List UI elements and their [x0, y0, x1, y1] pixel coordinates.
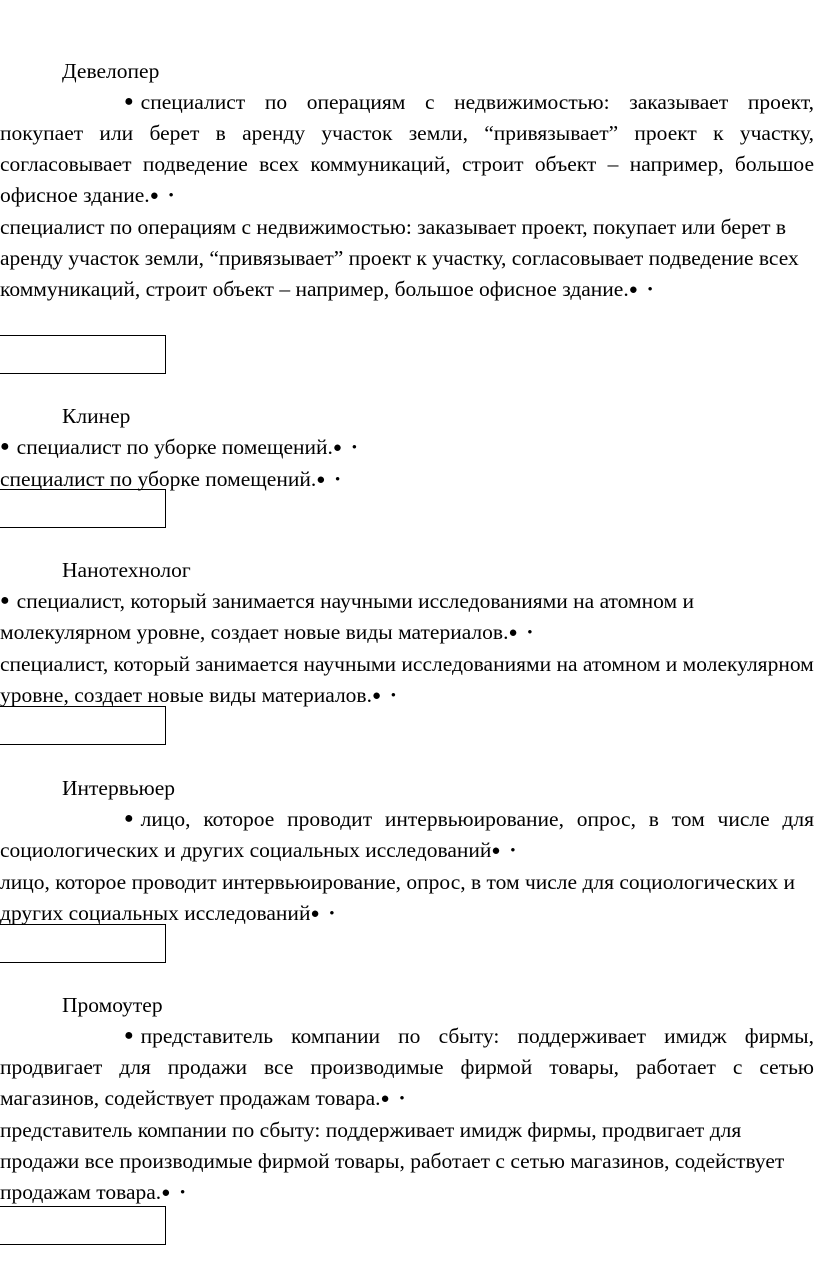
- trailing-marks: ● •: [628, 282, 656, 298]
- definition-bulleted: [0, 87, 816, 212]
- entry-nanotechnologist: [0, 555, 816, 712]
- definition-text: специалист, который занимается научными исследованиями на атомном и молекулярном уровне, создает новые виды материалов.: [0, 652, 814, 707]
- bullet-icon: ●: [0, 592, 10, 609]
- definition-plain: [0, 649, 816, 712]
- entry-interviewer: [0, 773, 816, 930]
- definition-text: лицо, которое проводит интервьюирование, опрос, в том числе для социологических и других социальных исследований: [0, 870, 795, 925]
- entry-cleaner: [0, 401, 816, 496]
- term-title: Интервьюер: [62, 776, 176, 800]
- term-title: Нанотехнолог: [62, 558, 191, 582]
- definition-text: специалист, который занимается научными исследованиями на атомном и молекулярном уровне, создает новые виды материалов.: [0, 589, 694, 644]
- entry-developer: [0, 56, 816, 306]
- definition-bulleted: [0, 1021, 816, 1115]
- definition-plain: [0, 867, 816, 930]
- term-title: Промоутер: [62, 993, 163, 1017]
- answer-field-interviewer[interactable]: [0, 924, 166, 963]
- definition-plain: [0, 1115, 816, 1209]
- trailing-marks: ● •: [316, 472, 344, 488]
- definition-plain: [0, 212, 816, 306]
- definition-text: лицо, которое проводит интервьюирование, опрос, в том числе для социологических и других социальных исследований: [0, 807, 814, 862]
- trailing-marks: ● •: [149, 188, 177, 204]
- definition-text: специалист по операциям с недвижимостью: заказывает проект, покупает или берет в аренду участок земли, “привязывает” проект к участку, согласовывает подведение всех коммуникаций, строит объект – например, большое офисное здание.: [0, 215, 799, 301]
- definition-bulleted: [0, 804, 816, 867]
- bullet-icon: ●: [0, 438, 10, 455]
- bullet-icon: ●: [124, 93, 134, 110]
- term-title: Девелопер: [62, 59, 160, 83]
- definition-text: специалист по операциям с недвижимостью: заказывает проект, покупает или берет в аренду участок земли, “привязывает” проект к участку, согласовывает подведение всех коммуникаций, строит объект – например, большое офисное здание.: [0, 90, 814, 207]
- trailing-marks: ● •: [371, 688, 400, 704]
- answer-field-nanotechnologist[interactable]: [0, 706, 166, 745]
- bullet-icon: ●: [124, 1027, 134, 1044]
- trailing-marks: ● •: [310, 906, 338, 922]
- trailing-marks: ● •: [508, 625, 536, 641]
- answer-field-cleaner[interactable]: [0, 489, 166, 528]
- definition-bulleted: [0, 432, 816, 464]
- definition-text: специалист по уборке помещений.: [16, 435, 333, 459]
- definition-text: представитель компании по сбыту: поддерживает имидж фирмы, продвигает для продажи все производимые фирмой товары, работает с сетью магазинов, содействует продажам товара.: [0, 1118, 785, 1204]
- definition-bulleted: [0, 586, 816, 649]
- entry-promoter: [0, 990, 816, 1209]
- answer-field-promoter[interactable]: [0, 1206, 166, 1245]
- trailing-marks: ● •: [161, 1185, 189, 1201]
- bullet-icon: ●: [124, 810, 134, 827]
- trailing-marks: ● •: [491, 843, 519, 859]
- answer-field-developer[interactable]: [0, 335, 166, 374]
- term-title: Клинер: [62, 404, 131, 428]
- trailing-marks: ● •: [332, 440, 360, 456]
- trailing-marks: ● •: [380, 1091, 408, 1107]
- definition-text: представитель компании по сбыту: поддерживает имидж фирмы, продвигает для продажи все производимые фирмой товары, работает с сетью магазинов, содействует продажам товара.: [0, 1024, 814, 1110]
- definition-text: специалист по уборке помещений.: [0, 467, 317, 491]
